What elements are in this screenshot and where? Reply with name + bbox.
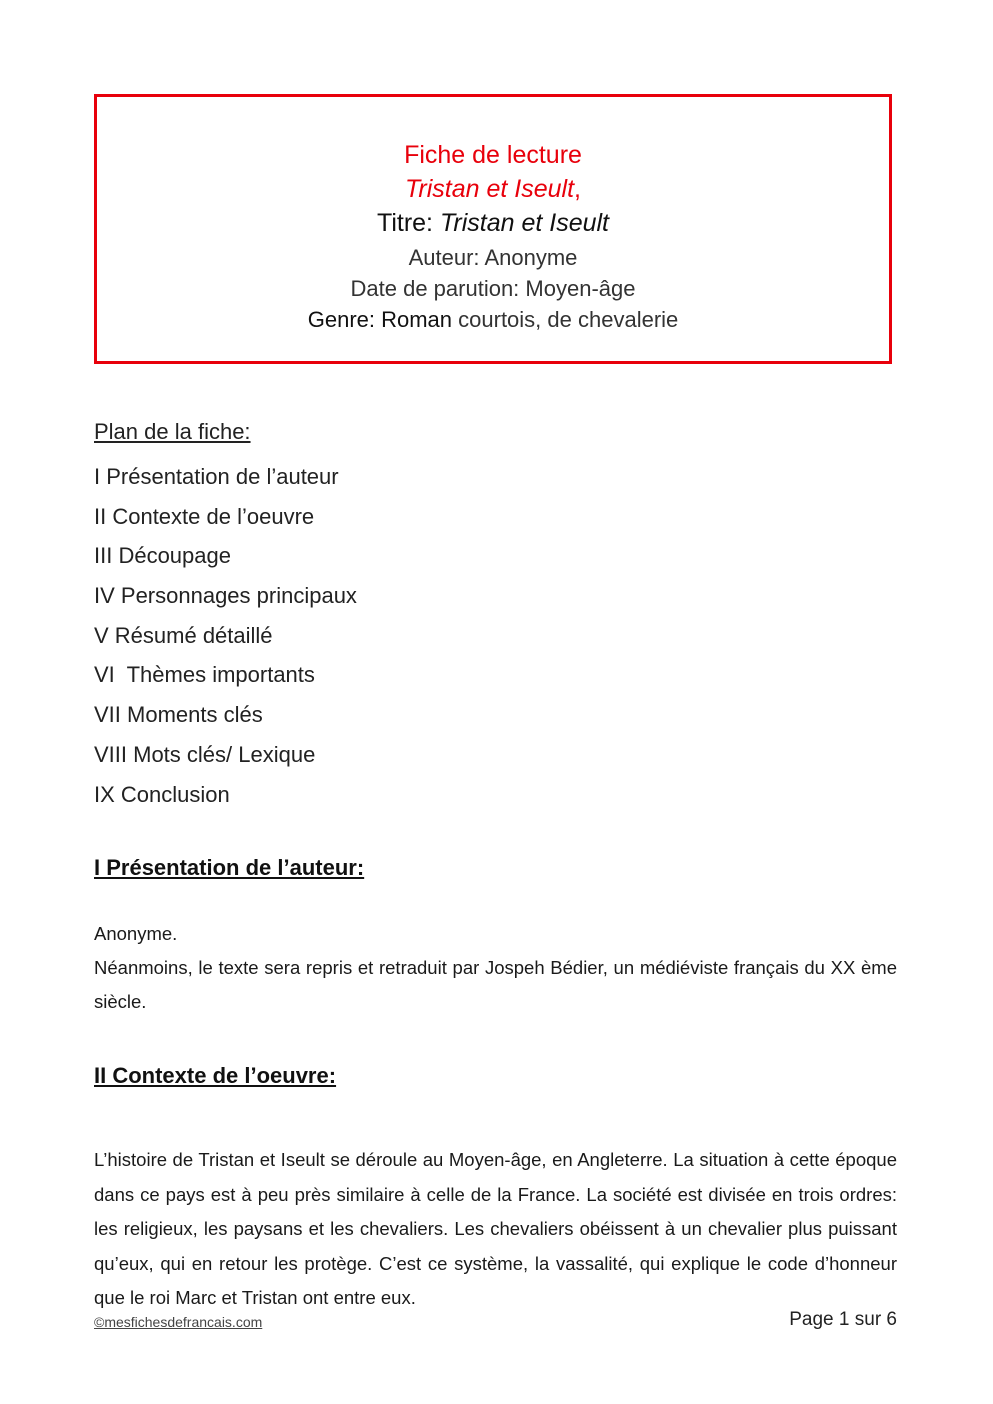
plan-list <box>94 457 894 814</box>
plan-item: III Découpage <box>94 543 231 569</box>
plan-item: I Présentation de l’auteur <box>94 464 339 489</box>
author-line-1: Anonyme. <box>94 923 178 944</box>
author-line: Auteur: Anonyme <box>408 245 578 270</box>
section-heading-context: II Contexte de l’oeuvre: <box>94 1063 337 1088</box>
author-paragraph <box>94 917 897 1019</box>
plan-item: VII Moments clés <box>94 702 263 728</box>
book-title-italic: Tristan et Iseult <box>405 175 575 203</box>
plan-item: II Contexte de l’oeuvre <box>94 503 315 529</box>
sheet-type: Fiche de lecture <box>404 141 582 169</box>
context-paragraph: L’histoire de Tristan et Iseult se déroule au Moyen-âge, en Angleterre. La situation à cette époque dans ce pays est à peu près similaire à celle de la France. La société est divisée en trois ordres: les religieux, les paysans et les chevaliers. Les chevaliers obéissent à un chevalier plus puissant qu’eux, qui en retour les protège. C’est ce système, la vassalité, qui explique le code d’honneur que le roi Marc et Tristan ont entre eux. <box>94 1149 897 1308</box>
title-box <box>94 94 892 364</box>
plan-section <box>94 418 894 814</box>
plan-item: VIII Mots clés/ Lexique <box>94 741 316 767</box>
date-line: Date de parution: Moyen-âge <box>350 276 636 301</box>
genre-line <box>97 307 889 333</box>
plan-item: IX Conclusion <box>94 781 230 807</box>
book-title-heading <box>97 175 889 204</box>
section-heading-author: I Présentation de l’auteur: <box>94 855 365 880</box>
title-line <box>97 209 889 238</box>
plan-title: Plan de la fiche: <box>94 419 251 444</box>
copyright-link[interactable]: ©mesfichesdefrancais.com <box>94 1314 263 1330</box>
title-label: Titre: <box>376 209 440 237</box>
genre-label: Genre: Roman <box>307 307 453 332</box>
genre-value: courtois, de chevalerie <box>452 307 679 332</box>
author-line-2: Néanmoins, le texte sera repris et retraduit par Jospeh Bédier, un médiéviste français du XX ème siècle. <box>94 957 897 1012</box>
book-title-comma: , <box>574 175 581 203</box>
plan-item: V Résumé détaillé <box>94 622 273 648</box>
title-value: Tristan et Iseult <box>439 209 609 237</box>
plan-item: VI Thèmes importants <box>94 662 315 688</box>
page-number: Page 1 sur 6 <box>789 1309 897 1330</box>
plan-item: IV Personnages principaux <box>94 583 357 609</box>
